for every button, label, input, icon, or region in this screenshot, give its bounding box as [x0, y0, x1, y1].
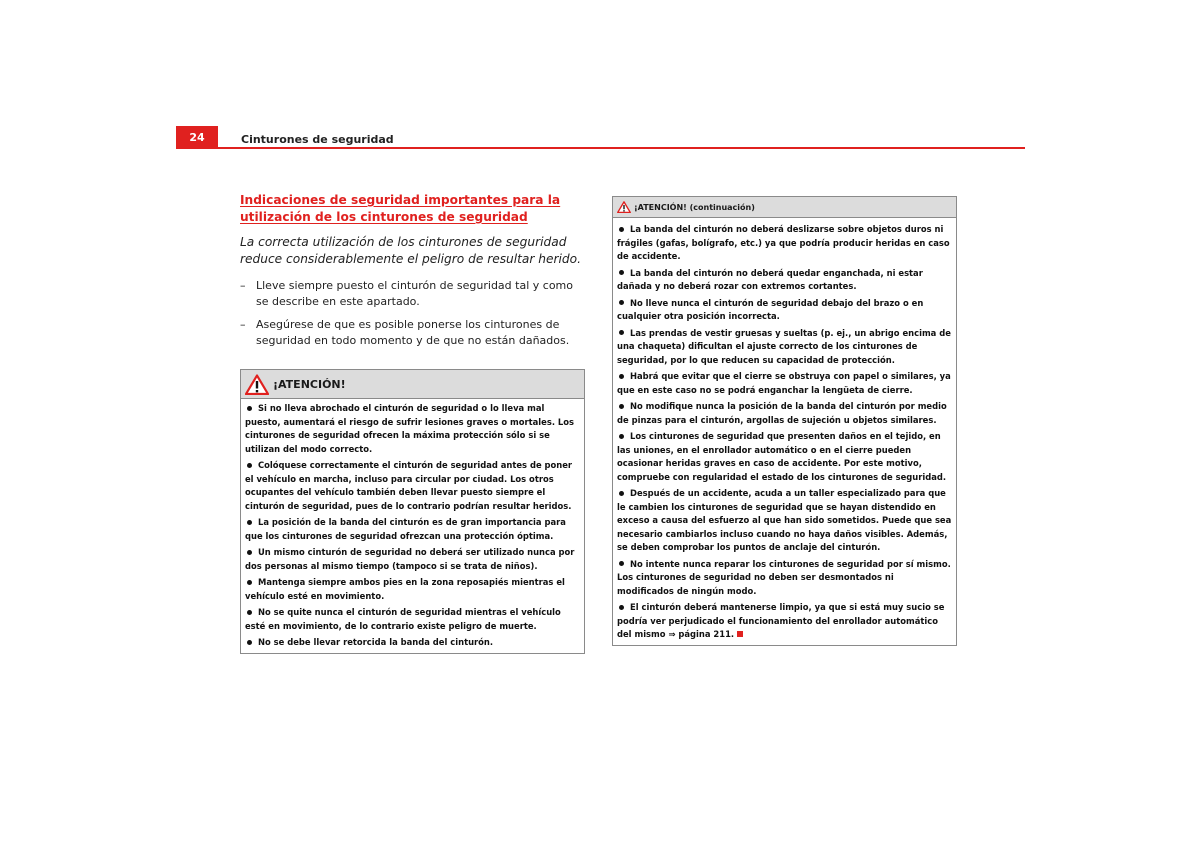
warning-list [613, 218, 956, 645]
end-square-icon [737, 631, 743, 637]
step-item [240, 317, 584, 348]
warning-item [617, 327, 952, 368]
warning-item-text: La posición de la banda del cinturón es de gran importancia para que los cinturones de seguridad ofrezcan una protección óptima. [245, 517, 566, 541]
bullet-icon [247, 406, 252, 411]
intro-text: La correcta utilización de los cinturones de seguridad reduce considerablemente el peligro de resultar herido. [240, 235, 581, 266]
left-column [240, 192, 584, 356]
warning-item [245, 546, 580, 573]
warning-item-text: La banda del cinturón no deberá deslizarse sobre objetos duros ni frágiles (gafas, bolígrafo, etc.) ya que podría producir heridas en caso de accidente. [617, 224, 950, 261]
warning-item-text: No se quite nunca el cinturón de seguridad mientras el vehículo esté en movimiento, de lo contrario existe peligro de muerte. [245, 607, 561, 631]
warning-triangle-icon [617, 201, 631, 213]
warning-item [617, 558, 952, 599]
warning-item [245, 516, 580, 543]
warning-item [617, 223, 952, 264]
warning-item [245, 459, 580, 513]
warning-item-text: No lleve nunca el cinturón de seguridad debajo del brazo o en cualquier otra posición incorrecta. [617, 297, 924, 321]
warning-item [617, 297, 952, 324]
warning-item-text: No modifique nunca la posición de la banda del cinturón por medio de pinzas para el cinturón, argollas de sujeción u objetos similares. [617, 401, 947, 425]
warning-item-text: No se debe llevar retorcida la banda del cinturón. [258, 637, 494, 647]
bullet-icon [619, 434, 624, 439]
warning-item-text[interactable]: El cinturón deberá mantenerse limpio, ya que si está muy sucio se podría ver perjudicado el funcionamiento del enrollador automático del mismo ⇒ página 211. [617, 602, 945, 639]
section-title: Indicaciones de seguridad importantes para la utilización de los cinturones de seguridad [240, 193, 561, 224]
warning-item-text: La banda del cinturón no deberá quedar enganchada, ni estar dañada y no deberá rozar con extremos cortantes. [617, 267, 923, 291]
warning-box [240, 369, 585, 654]
warning-item-text: Las prendas de vestir gruesas y sueltas (p. ej., un abrigo encima de una chaqueta) dificultan el ajuste correcto de los cinturones de seguridad, por lo que reducen su capacidad de protección. [617, 327, 951, 365]
warning-item [617, 267, 952, 294]
warning-item [245, 576, 580, 603]
warning-item [245, 606, 580, 633]
warning-item-text: Después de un accidente, acuda a un taller especializado para que le cambien los cinturones de seguridad que se hayan distendido en exceso a causa del esfuerzo al que han sido sometidos. Puede que sea necesario cambiarlos incluso cuando no haya daños visibles. Además, se deben comprobar los puntos de anclaje del cinturón. [617, 488, 952, 552]
bullet-icon [247, 610, 252, 615]
bullet-icon [619, 561, 624, 566]
bullet-icon [619, 270, 624, 275]
bullet-icon [619, 404, 624, 409]
page-number: 24 [176, 126, 218, 148]
chapter-title: Cinturones de seguridad [241, 133, 394, 146]
bullet-icon [619, 300, 624, 305]
header-divider [176, 147, 1025, 149]
warning-item [617, 370, 952, 397]
warning-item-text: Habrá que evitar que el cierre se obstruya con papel o similares, ya que en este caso no se podrá enganchar la lengüeta de cierre. [617, 371, 951, 395]
warning-item [617, 400, 952, 427]
warning-box-continued [612, 196, 957, 646]
warning-title: ¡ATENCIÓN! (continuación) [634, 202, 755, 212]
warning-triangle-icon [245, 374, 269, 395]
warning-item [617, 430, 952, 484]
warning-item [617, 487, 952, 555]
bullet-icon [619, 605, 624, 610]
dash-marker: – [240, 279, 246, 292]
warning-item [617, 601, 952, 642]
bullet-icon [619, 374, 624, 379]
warning-item-text: Mantenga siempre ambos pies en la zona reposapiés mientras el vehículo esté en movimiento. [245, 577, 565, 601]
warning-header [241, 370, 584, 399]
bullet-icon [619, 330, 624, 335]
warning-item-text: Colóquese correctamente el cinturón de seguridad antes de poner el vehículo en marcha, incluso para circular por ciudad. Los otros ocupantes del vehículo también deben llevar puesto siempre el cinturón de seguridad, pues de lo contrario podrían resultar heridos. [245, 460, 573, 511]
warning-list [241, 399, 584, 653]
bullet-icon [619, 491, 624, 496]
step-text: Lleve siempre puesto el cinturón de seguridad tal y como se describe en este apartado. [256, 279, 573, 308]
bullet-icon [247, 640, 252, 645]
warning-item-text: Los cinturones de seguridad que presenten daños en el tejido, en las uniones, en el enrollador automático o en el cierre pueden ocasionar heridas graves en caso de accidente. Por este motivo, compruebe con regularidad el estado de los cinturones de seguridad. [617, 431, 947, 482]
warning-item-text: Si no lleva abrochado el cinturón de seguridad o lo lleva mal puesto, aumentará el riesgo de sufrir lesiones graves o mortales. Los cinturones de seguridad ofrecen la máxima protección sólo si se utilizan del modo correcto. [245, 403, 575, 454]
bullet-icon [247, 463, 252, 468]
step-item [240, 278, 584, 309]
bullet-icon [247, 580, 252, 585]
step-text: Asegúrese de que es posible ponerse los cinturones de seguridad en todo momento y de que no están dañados. [256, 318, 570, 347]
bullet-icon [619, 227, 624, 232]
dash-marker: – [240, 318, 246, 331]
warning-item-text: Un mismo cinturón de seguridad no deberá ser utilizado nunca por dos personas al mismo tiempo (tampoco si se trata de niños). [245, 547, 575, 571]
bullet-icon [247, 520, 252, 525]
warning-item [245, 402, 580, 456]
warning-item [245, 636, 580, 650]
warning-header [613, 197, 956, 218]
steps-list [240, 278, 584, 348]
warning-item-text: No intente nunca reparar los cinturones de seguridad por sí mismo. Los cinturones de seguridad no deben ser desmontados ni modificados de ningún modo. [617, 558, 951, 596]
bullet-icon [247, 550, 252, 555]
warning-title: ¡ATENCIÓN! [273, 377, 346, 391]
